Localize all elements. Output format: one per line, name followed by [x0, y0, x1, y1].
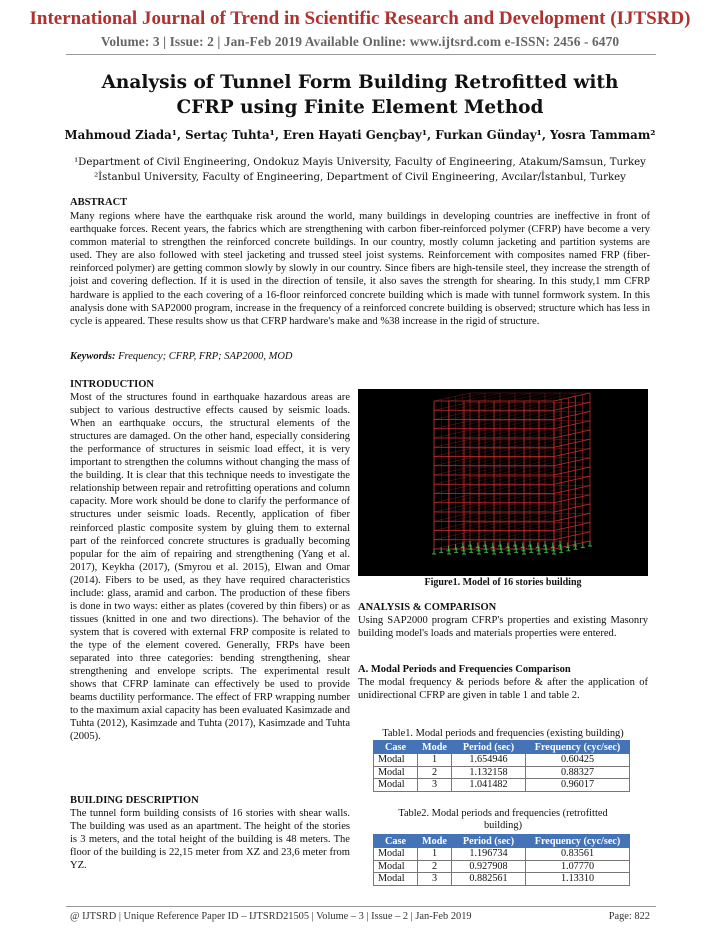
table2-caption-line2: building): [483, 820, 523, 831]
table-cell: 1.041482: [452, 779, 526, 792]
keywords-label: Keywords:: [70, 351, 116, 362]
table-row: [374, 873, 630, 886]
table-cell: Modal: [374, 754, 418, 767]
table-cell: 0.60425: [526, 754, 630, 767]
table2-header-cell: Mode: [418, 835, 452, 848]
modal-subsection: [358, 663, 648, 702]
analysis-text: Using SAP2000 program CFRP's properties and existing Masonry building model's loads and materials properties were entered.: [358, 615, 648, 640]
table-cell: 1.196734: [452, 848, 526, 861]
table-cell: 1.654946: [452, 754, 526, 767]
abstract-text: Many regions where have the earthquake risk around the world, many buildings in developing countries are ineffective in front of earthquake forces. Recent years, the fabrics which are strengthening with carbon fiber-reinforced polymer (CFRP) have become a very common material to strengthen the reinforced concrete buildings. In our country, mostly column jacketing and partition systems are used. They are also followed with steel jacketing and trussed steel joist systems. Reinforcement with composites named FRP (fiber-reinforced polymer) are getting common slowly by slowly in our country. Since fibers are high-tensile steel, they increase the strength of joist and covering deflection. If it is used in the direction of tensile, it also saves the strength for shearing. In this study,1 mm CFRP hardware is applied to the each covering of a 16-floor reinforced concrete building which is made with tunnel formwork system. In this analysis done with SAP2000 program, increase in the frequency of a reinforced concrete building is observed; structure which has less in cycle is appeared. These results show us that CFRP hardware's make and %38 increase in the rigid of structure.: [70, 211, 650, 327]
affiliations: [0, 155, 720, 185]
subsection-heading: A. Modal Periods and Frequencies Comparison: [358, 664, 571, 675]
table-row: [374, 779, 630, 792]
table1-header-cell: Case: [374, 741, 418, 754]
table-row: [374, 860, 630, 873]
table-cell: 2: [418, 860, 452, 873]
table-row: [374, 848, 630, 861]
affiliation-2: ²İstanbul University, Faculty of Engineering, Department of Civil Engineering, Avcılar/İstanbul, Turkey: [94, 172, 626, 183]
authors: Mahmoud Ziada¹, Sertaç Tuhta¹, Eren Hayati Gençbay¹, Furkan Günday¹, Yosra Tammam²: [64, 128, 656, 142]
table-cell: 3: [418, 873, 452, 886]
table-cell: 0.83561: [526, 848, 630, 861]
table2-caption-line1: Table2. Modal periods and frequencies (retrofitted: [398, 808, 608, 819]
table-cell: Modal: [374, 779, 418, 792]
analysis-heading: ANALYSIS & COMPARISON: [358, 602, 497, 613]
table2-header-cell: Case: [374, 835, 418, 848]
table-cell: 0.96017: [526, 779, 630, 792]
table-cell: 1: [418, 848, 452, 861]
page-number: Page: 822: [608, 911, 650, 922]
table-cell: 3: [418, 779, 452, 792]
table1-header-cell: Mode: [418, 741, 452, 754]
figure-caption: Figure1. Model of 16 stories building: [424, 577, 582, 588]
table-cell: 1.07770: [526, 860, 630, 873]
keywords: [70, 351, 293, 362]
table1: [373, 740, 630, 792]
table2: [373, 834, 630, 886]
table2-header-cell: Frequency (cyc/sec): [526, 835, 630, 848]
building-section: [70, 794, 350, 872]
table2-header-row: [374, 835, 630, 848]
introduction-section: [70, 378, 350, 743]
table1-header-cell: Frequency (cyc/sec): [526, 741, 630, 754]
table-cell: 2: [418, 766, 452, 779]
table-cell: 0.882561: [452, 873, 526, 886]
table-cell: Modal: [374, 848, 418, 861]
building-text: The tunnel form building consists of 16 stories with shear walls. The building was used as an apartment. The height of the stories is 3 meters, and the total height of the building is 48 meters. The floor of the building is 22,15 meter from XZ and 23,6 meter from YZ.: [70, 808, 350, 872]
header-divider: [66, 54, 656, 55]
analysis-section: [358, 601, 648, 640]
affiliation-1: ¹Department of Civil Engineering, Ondokuz Mayis University, Faculty of Engineering, Atakum/Samsun, Turkey: [74, 157, 646, 168]
table2-header-cell: Period (sec): [452, 835, 526, 848]
paper-title-line1: Analysis of Tunnel Form Building Retrofitted with: [101, 72, 619, 93]
table1-header-cell: Period (sec): [452, 741, 526, 754]
table2-caption: [358, 808, 648, 832]
table-cell: 0.927908: [452, 860, 526, 873]
table-cell: 1.13310: [526, 873, 630, 886]
table-cell: Modal: [374, 766, 418, 779]
table-cell: Modal: [374, 860, 418, 873]
building-heading: BUILDING DESCRIPTION: [70, 795, 199, 806]
building-model-image: [358, 389, 648, 576]
journal-title: International Journal of Trend in Scientific Research and Development (IJTSRD): [29, 8, 691, 29]
footer-divider: [66, 906, 656, 907]
abstract-heading: ABSTRACT: [70, 197, 128, 208]
table-row: [374, 754, 630, 767]
keywords-text: Frequency; CFRP, FRP; SAP2000, MOD: [118, 351, 293, 362]
table-cell: 1.132158: [452, 766, 526, 779]
table1-header-row: [374, 741, 630, 754]
volume-line: Volume: 3 | Issue: 2 | Jan-Feb 2019 Available Online: www.ijtsrd.com e-ISSN: 2456 - 6470: [100, 34, 620, 49]
introduction-text: Most of the structures found in earthquake hazardous areas are subject to various destructive effects caused by seismic loads. When an earthquake occurs, the structural elements of the structures are damaged. On the other hand, especially considering the performance of structures in seismic load effect, it is very important to strengthen the columns without changing the mass of the building. It is clear that this technique needs to investigate the relationship between repair and retrofitting operations and column capacity. More work should be done to clarify the performance of structures under seismic loads. Recently, application of fiber reinforced plastic composite system by gluing them to external part of the reinforced concrete structures is gradually becoming popular for the aim of repairing and strengthening (Yang et al. 2017), Keykha (2017), (Smyrou et al. 2015), Elwan and Omar (2014). Fibers to be used, as they have required characteristics include: glass, aramid and carbon. The production of these fibers is done in two ways: either as plates (covered by thin fibers) or as tissues (knitted in one and two directions). The behavior of the system that is covered with external FRP composite is related to the type of the element covered. Generally, FRPs have been separated into three categories: bending strengthening, shear strengthening and envelope scripts. The experimental result shows that CFRP laminate can effectively be used to provide beams ductility performance. The effect of FRP wrapping number to the maximum axial capacity has been evaluated Kasimzade and Tuhta (2012), Kasimzade and Tuhta (2017), Kasimzade and Tuhta (2005).: [70, 392, 350, 743]
table-cell: Modal: [374, 873, 418, 886]
paper-title-line2: CFRP using Finite Element Method: [176, 97, 544, 118]
table-row: [374, 766, 630, 779]
table-cell: 0.88327: [526, 766, 630, 779]
table1-caption: Table1. Modal periods and frequencies (existing building): [382, 728, 624, 739]
footer-reference: @ IJTSRD | Unique Reference Paper ID – IJTSRD21505 | Volume – 3 | Issue – 2 | Jan-Feb 2019: [70, 911, 472, 922]
subsection-text: The modal frequency & periods before & after the application of unidirectional CFRP are given in table 1 and table 2.: [358, 677, 648, 702]
building-model-figure: [358, 389, 648, 576]
paper-title: [0, 70, 720, 120]
introduction-heading: INTRODUCTION: [70, 379, 155, 390]
table-cell: 1: [418, 754, 452, 767]
